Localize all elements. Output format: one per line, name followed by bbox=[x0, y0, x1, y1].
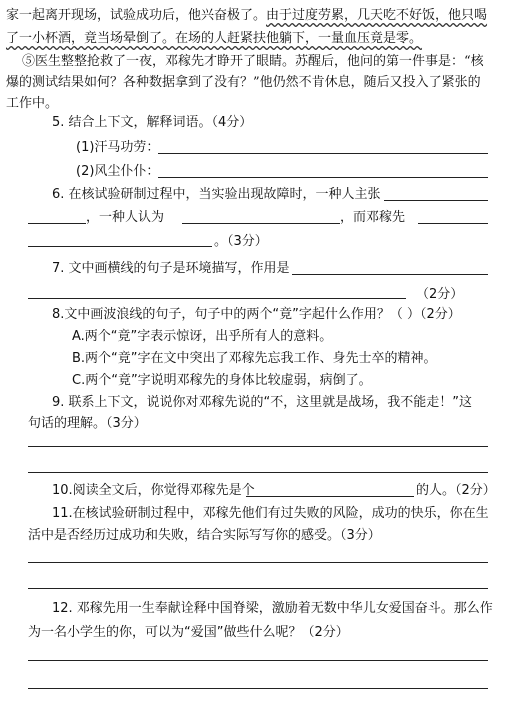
answer-line[interactable] bbox=[384, 200, 488, 201]
passage-paragraph-5: 工作中。 bbox=[6, 96, 59, 111]
question-6-text: ，而邓稼先 bbox=[340, 210, 406, 225]
answer-line[interactable] bbox=[292, 274, 488, 275]
wavy-underlined-sentence: 了一小杯酒，竟当场晕倒了。在场的人赶紧扶他躺下，一量血压竟是零。 bbox=[6, 31, 423, 46]
question-5-stem: 5. 结合上下文，解释词语。（4分） bbox=[52, 115, 253, 130]
question-10-stem: 10.阅读全文后，你觉得邓稼先是个 bbox=[52, 483, 255, 498]
question-5-item-1: (1)汗马功劳： bbox=[76, 140, 160, 155]
answer-line[interactable] bbox=[28, 562, 488, 563]
answer-line[interactable] bbox=[28, 588, 488, 589]
question-8-stem: 8.文中画波浪线的句子，句子中的两个“竟”字起什么作用？（ ）（2分） bbox=[52, 307, 461, 322]
passage-line-2 bbox=[6, 31, 422, 47]
question-6-score: 。（3分） bbox=[214, 234, 268, 249]
question-11-stem: 活中是否经历过成功和失败，结合实际写写你的感受。（3分） bbox=[28, 528, 381, 543]
question-7-score: （2分） bbox=[416, 287, 464, 302]
question-7-stem: 7. 文中画横线的句子是环境描写，作用是 bbox=[52, 261, 290, 276]
question-11-stem: 11.在核试验研制过程中，邓稼先他们有过失败的风险，成功的快乐，你在生 bbox=[52, 506, 489, 521]
question-6-stem: 6. 在核试验研制过程中，当实验出现故障时，一种人主张 bbox=[52, 187, 381, 202]
answer-line[interactable] bbox=[28, 223, 86, 224]
passage-paragraph-5: 爆的测试结果如何？各种数据拿到了没有？”他仍然不肯休息，随后又投入了紧张的 bbox=[6, 75, 481, 90]
answer-line[interactable] bbox=[246, 496, 414, 497]
answer-line[interactable] bbox=[28, 298, 406, 299]
question-6-text: ，一种人认为 bbox=[86, 210, 165, 225]
answer-line[interactable] bbox=[28, 688, 488, 689]
answer-line[interactable] bbox=[28, 472, 488, 473]
answer-line[interactable] bbox=[182, 223, 340, 224]
question-8-option-b[interactable]: B.两个“竟”字在文中突出了邓稼先忘我工作、身先士卒的精神。 bbox=[72, 351, 437, 366]
answer-line[interactable] bbox=[158, 153, 488, 154]
question-8-option-c[interactable]: C.两个“竟”字说明邓稼先的身体比较虚弱，病倒了。 bbox=[72, 373, 372, 388]
question-10-score: 的人。（2分） bbox=[416, 483, 496, 498]
answer-line[interactable] bbox=[28, 660, 488, 661]
answer-line[interactable] bbox=[418, 223, 488, 224]
passage-text: 家一起离开现场，试验成功后，他兴奋极了。 bbox=[6, 8, 267, 23]
passage-line-1 bbox=[6, 8, 487, 24]
passage-paragraph-5: ⑤医生整整抢救了一夜，邓稼先才睁开了眼睛。苏醒后，他问的第一件事是：“核 bbox=[22, 54, 484, 69]
question-9-stem: 9. 联系上下文，说说你对邓稼先说的“不，这里就是战场，我不能走！”这 bbox=[52, 395, 473, 410]
answer-line[interactable] bbox=[158, 177, 488, 178]
question-5-item-2: (2)风尘仆仆： bbox=[76, 164, 160, 179]
answer-line[interactable] bbox=[28, 246, 212, 247]
question-8-option-a[interactable]: A.两个“竟”字表示惊讶，出乎所有人的意料。 bbox=[72, 329, 333, 344]
question-12-stem: 12. 邓稼先用一生奉献诠释中国脊梁，激励着无数中华儿女爱国奋斗。那么作 bbox=[52, 601, 493, 616]
question-9-stem: 句话的理解。（3分） bbox=[28, 416, 147, 431]
question-12-stem: 为一名小学生的你，可以为“爱国”做些什么呢？（2分） bbox=[28, 625, 349, 640]
answer-line[interactable] bbox=[28, 446, 488, 447]
wavy-underlined-sentence: 由于过度劳累，几天吃不好饭，他只喝 bbox=[266, 8, 488, 23]
